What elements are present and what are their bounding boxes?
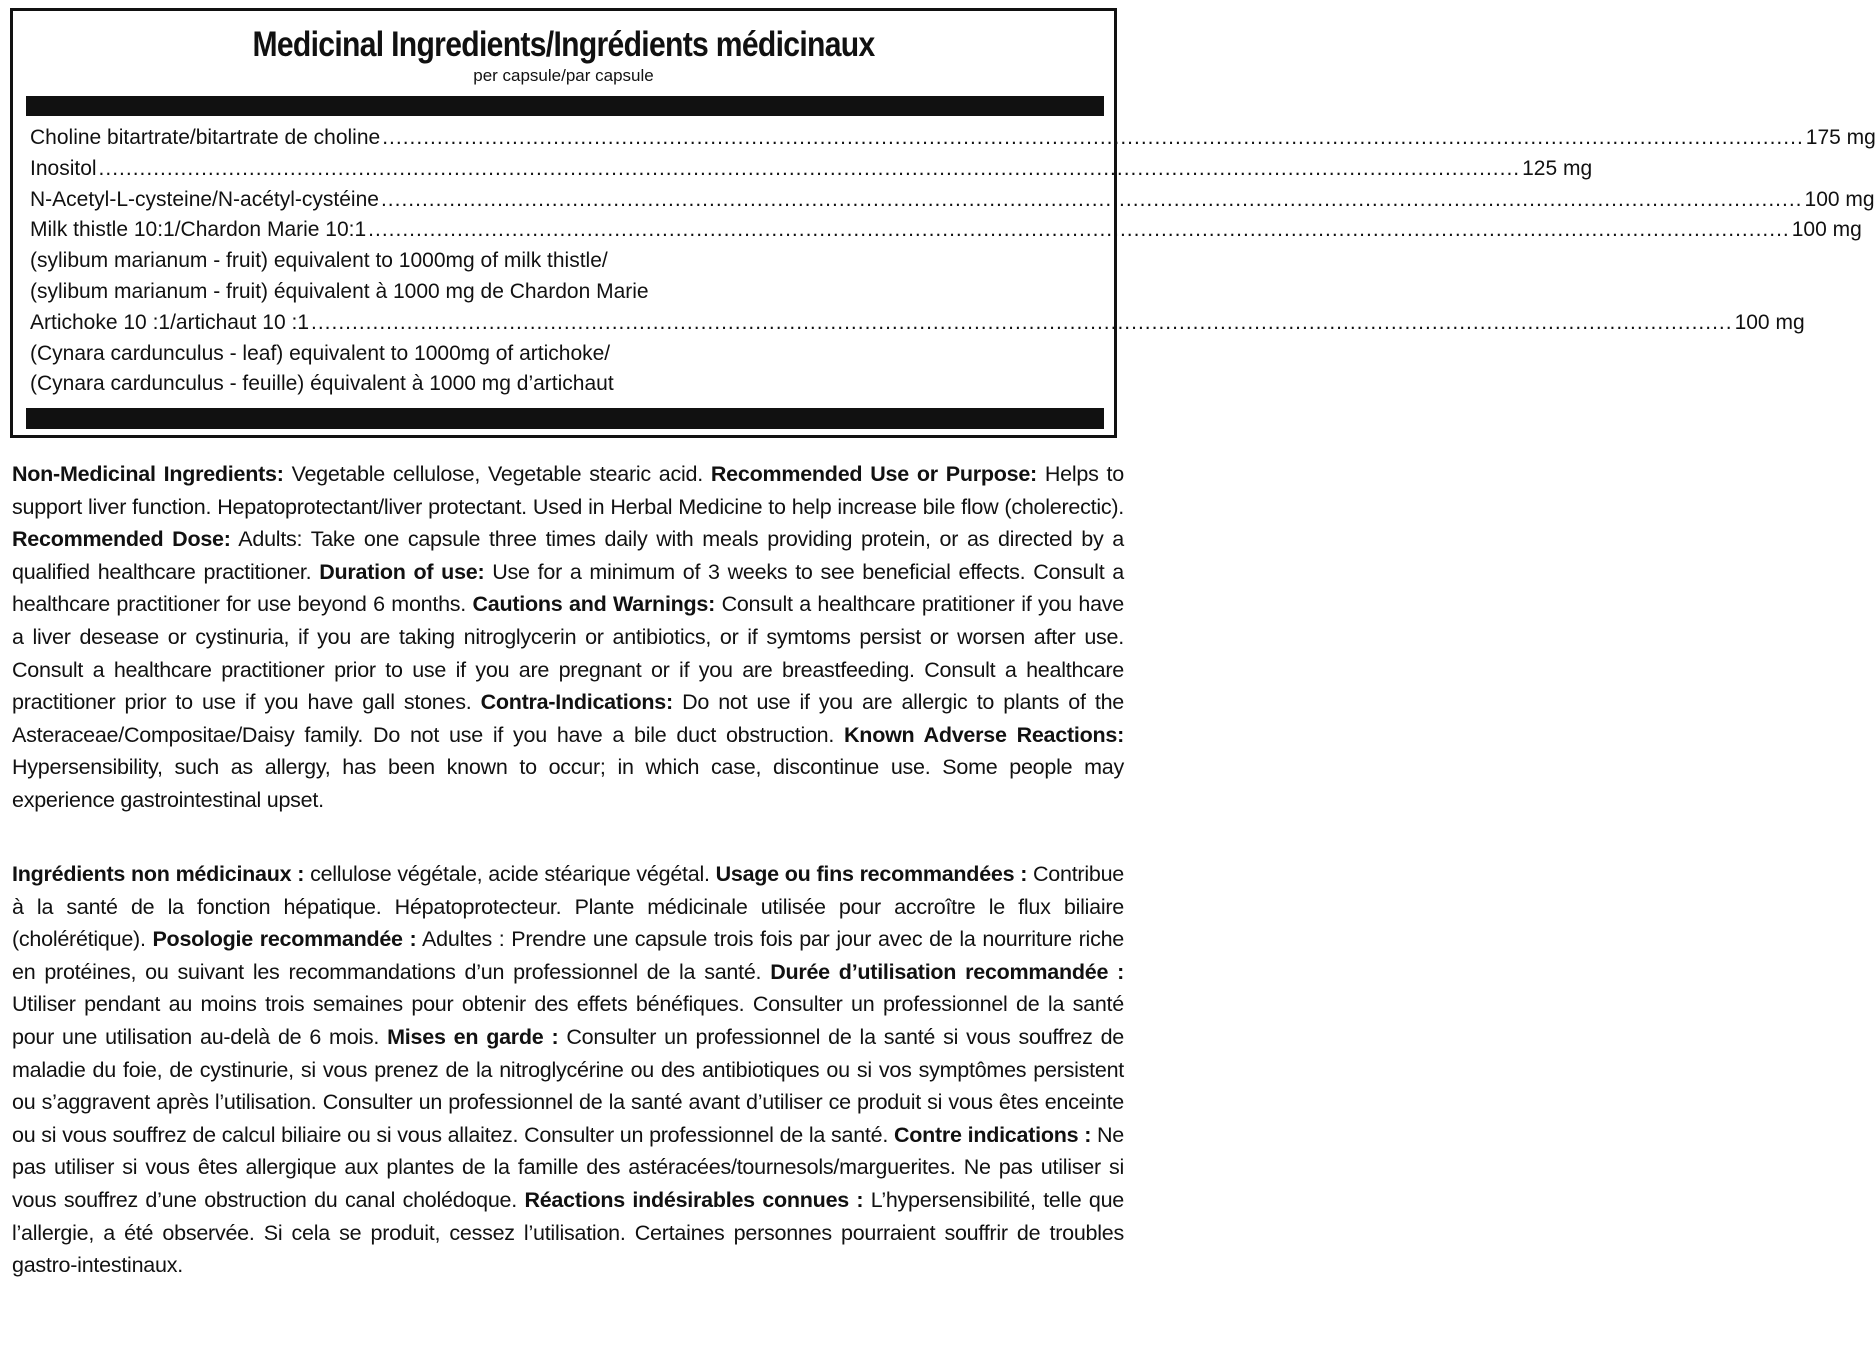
- dot-leader: ................................................................................................................................................................................................................: [368, 218, 1790, 242]
- section-label-adverse-reactions: Known Adverse Reactions:: [844, 722, 1124, 747]
- section-text-duration-fr: Utiliser pendant au moins trois semaines pour obtenir des effets bénéfiques. Consulter un professionnel de la santé pour une utilisation au-delà de 6 mois.: [12, 992, 1124, 1049]
- section-text-cautions: Consult a healthcare pratitioner if you have a liver desease or cystinuria, if you are taking nitroglycerin or antibiotics, or if symtoms persist or worsen after use. Consult a healthcare practitioner prior to use if you are pregnant or if you are breastfeeding. Consult a healthcare practitioner prior to use if you have gall stones.: [12, 592, 1125, 715]
- section-text-recommended-dose: Adults: Take one capsule three times daily with meals providing protein, or as directed by a qualified healthcare practitioner.: [12, 527, 1124, 584]
- ingredient-name: Milk thistle 10:1/Chardon Marie 10:1: [30, 218, 367, 242]
- ingredient-row: [30, 123, 1876, 154]
- ingredient-name: Inositol: [30, 156, 97, 180]
- section-label-recommended-use: Recommended Use or Purpose:: [710, 462, 1037, 486]
- section-text-contra-indications-fr: Ne pas utiliser si vous êtes allergique aux plantes de la famille des astéracées/tournesols/marguerites. Ne pas utiliser si vous souffrez d’une obstruction du canal cholédoque.: [12, 1122, 1124, 1212]
- section-text-duration: Use for a minimum of 3 weeks to see beneficial effects. Consult a healthcare practitioner for use beyond 6 months.: [12, 559, 1125, 617]
- box-subtitle: per capsule/par capsule: [473, 66, 654, 85]
- section-label-contra-indications: Contra-Indications:: [480, 690, 673, 715]
- ingredient-amount: 175 mg: [1805, 126, 1876, 149]
- top-black-bar: [26, 96, 1104, 116]
- section-text-adverse-reactions: Hypersensibility, such as allergy, has been known to occur; in which case, discontinue use. Some people may experience gastrointestinal upset.: [12, 755, 1124, 812]
- section-text-non-medicinal: Vegetable cellulose, Vegetable stearic acid.: [283, 462, 711, 486]
- dot-leader: ................................................................................................................................................................................................................: [380, 187, 1803, 211]
- section-label-recommended-dose-fr: Posologie recommandée :: [152, 927, 417, 952]
- section-text-recommended-dose-fr: Adultes : Prendre une capsule trois fois par jour avec de la nourriture riche en protéines, ou suivant les recommandations d’un professionnel de la santé.: [12, 927, 1124, 984]
- ingredient-amount: 100 mg: [1734, 310, 1805, 334]
- section-label-cautions: Cautions and Warnings:: [472, 592, 716, 617]
- ingredient-row: [30, 308, 1805, 339]
- section-text-non-medicinal-fr: cellulose végétale, acide stéarique végétal.: [304, 862, 716, 886]
- medicinal-ingredients-box: [10, 8, 1876, 438]
- section-text-adverse-reactions-fr: L’hypersensibilité, telle que l’allergie, a été observée. Si cela se produit, cessez l’utilisation. Certaines personnes pourraient souffrir de troubles gastro-intestinaux.: [12, 1187, 1124, 1278]
- section-text-cautions-fr: Consulter un professionnel de la santé si vous souffrez de maladie du foie, de cystinurie, si vous prenez de la nitroglycérine ou des antibiotiques ou si vos symptômes persistent ou s’aggravent après l’utilisation. Consulter un professionnel de la santé avant d’utiliser ce produit si vous êtes enceinte ou si vous souffrez de calcul biliaire ou si vous allaitez. Consulter un professionnel de la santé.: [12, 1024, 1124, 1147]
- ingredient-row: [30, 185, 1875, 216]
- ingredient-list: [30, 123, 1876, 400]
- ingredient-amount: 125 mg: [1522, 156, 1593, 180]
- section-label-recommended-dose: Recommended Dose:: [12, 527, 231, 552]
- ingredient-name: N-Acetyl-L-cysteine/N-acétyl-cystéine: [30, 187, 379, 211]
- bottom-black-bar: [26, 408, 1104, 429]
- dot-leader: ................................................................................................................................................................................................................: [382, 126, 1804, 149]
- section-text-recommended-use-fr: Contribue à la santé de la fonction hépatique. Hépatoprotecteur. Plante médicinale utilisée pour accroître le flux biliaire (cholérétique).: [12, 862, 1124, 952]
- ingredient-note: (Cynara cardunculus - feuille) équivalent à 1000 mg d’artichaut: [30, 372, 614, 396]
- section-text-recommended-use: Helps to support liver function. Hepatoprotectant/liver protectant. Used in Herbal Medicine to help increase bile flow (cholerectic).: [12, 462, 1124, 519]
- english-information-paragraph: [12, 458, 1124, 817]
- ingredient-note: (sylibum marianum - fruit) équivalent à 1000 mg de Chardon Marie: [30, 279, 649, 303]
- section-label-cautions-fr: Mises en garde :: [387, 1024, 559, 1049]
- ingredient-amount: 100 mg: [1804, 187, 1875, 211]
- ingredient-note: (Cynara cardunculus - leaf) equivalent to 1000mg of artichoke/: [30, 341, 611, 365]
- section-label-duration: Duration of use:: [319, 559, 485, 584]
- section-label-non-medicinal-fr: Ingrédients non médicinaux :: [12, 862, 305, 886]
- french-information-paragraph: [12, 858, 1124, 1282]
- section-label-recommended-use-fr: Usage ou fins recommandées :: [715, 862, 1028, 886]
- ingredient-name: Choline bitartrate/bitartrate de choline: [30, 126, 381, 149]
- ingredient-row: [30, 215, 1862, 246]
- dot-leader: ................................................................................................................................................................................................................: [98, 156, 1521, 180]
- box-title: Medicinal Ingredients/Ingrédients médicinaux: [252, 25, 875, 64]
- ingredient-amount: 100 mg: [1791, 218, 1862, 242]
- ingredient-name: Artichoke 10 :1/artichaut 10 :1: [30, 310, 309, 334]
- ingredient-row: [30, 154, 1593, 185]
- section-label-adverse-reactions-fr: Réactions indésirables connues :: [524, 1187, 864, 1212]
- dot-leader: ................................................................................................................................................................................................................: [311, 310, 1733, 334]
- section-label-non-medicinal: Non-Medicinal Ingredients:: [12, 462, 284, 486]
- ingredient-note: (sylibum marianum - fruit) equivalent to 1000mg of milk thistle/: [30, 249, 608, 273]
- section-label-contra-indications-fr: Contre indications :: [893, 1122, 1092, 1147]
- section-label-duration-fr: Durée d’utilisation recommandée :: [770, 959, 1124, 984]
- section-text-contra-indications: Do not use if you are allergic to plants of the Asteraceae/Compositae/Daisy family. Do not use if you have a bile duct obstruction.: [12, 690, 1125, 747]
